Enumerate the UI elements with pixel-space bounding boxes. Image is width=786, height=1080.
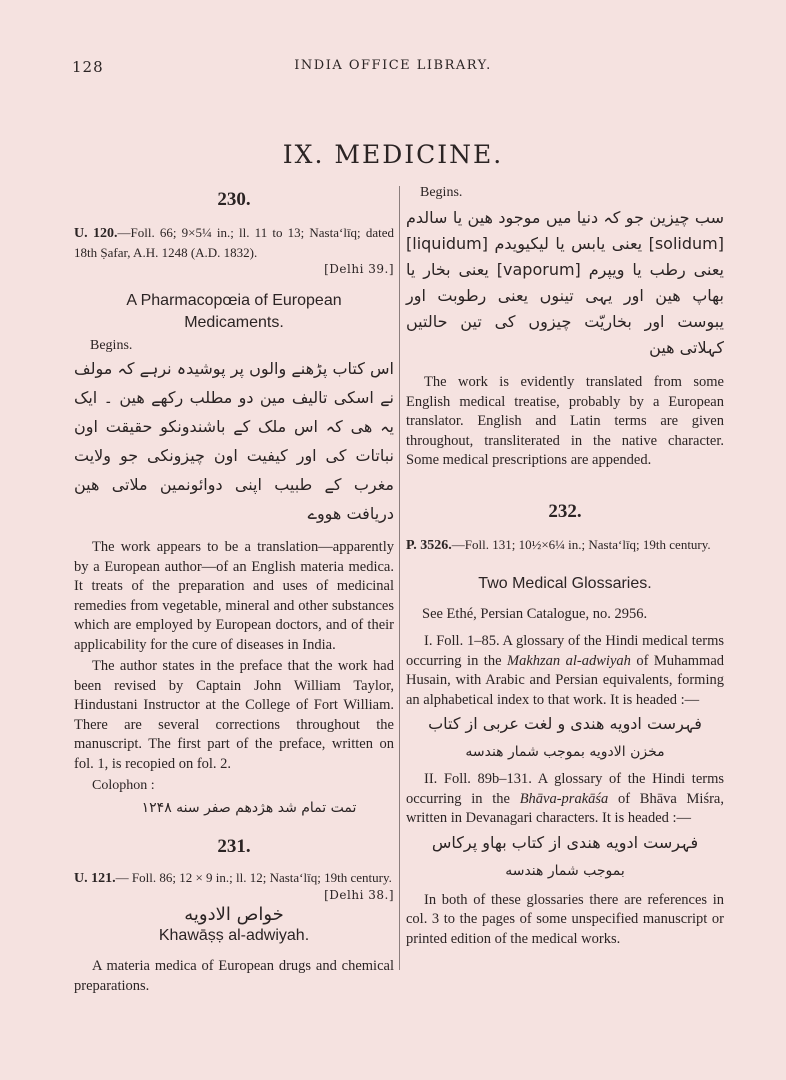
entry-230-shelfmark: U. 120. — [74, 226, 118, 241]
entry-232-description: —Foll. 131; 10½×6¼ in.; Nastaʻlīq; 19th century. — [451, 536, 711, 552]
entry-232-title: Two Medical Glossaries. — [478, 574, 652, 592]
entry-number-230: 230. — [217, 189, 251, 210]
entry-230-press-mark: [Delhi 39.] — [324, 262, 394, 276]
entry-230-begins-label: Begins. — [90, 338, 133, 353]
entry-232-closing-note: In both of these glossaries there are references in col. 3 to the pages of some unspecified manuscript or printed edition of the medical works. — [406, 891, 724, 947]
entry-230-colophon-label: Colophon : — [92, 778, 155, 793]
entry-230-shelf-description — [74, 223, 394, 262]
entry-231-description: — Foll. 86; 12 × 9 in.; ll. 12; Nastaʻlīq; 19th century. — [115, 870, 392, 885]
entry-231-urdu-incipit: سب چیزین جو کہ دنیا میں موجود ھین یا سالدم [solidum] یعنی یابس یا لیکیویدم [liquidum] یعنی رطب یا ویپرم [vaporum] یعنی بخار یا بھاپ ھین اور یہی تینوں یعنی رطوبت اور یبوست اور بخاریّت چیزوں کی تین حالتیں کہلاتی ھین — [406, 208, 724, 357]
entry-230-colophon — [74, 778, 394, 794]
entry-number-231: 231. — [217, 836, 251, 857]
entry-232-item-1-urdu-line1: فہرست ادویه هندی و لغت عربی از کتاب — [428, 714, 702, 733]
entry-232-item-1-source: Makhzan al-adwiyah — [507, 652, 631, 669]
running-title: INDIA OFFICE LIBRARY. — [294, 58, 492, 73]
right-column — [406, 185, 724, 949]
entry-230-paragraph-2: The author states in the preface that the work had been revised by Captain John William Taylor, Hindustani Instructor at the College of Fort William. There are several corrections throughout the manuscript. The first part of the preface, written on fol. 1, is recopied on fol. 2. — [74, 658, 394, 772]
entry-232-see-also: See Ethé, Persian Catalogue, no. 2956. — [422, 605, 648, 622]
entry-232-item-1 — [406, 632, 724, 710]
entry-231-press-mark: [Delhi 38.] — [324, 888, 394, 902]
entry-231-urdu-title: خواص الادویه — [184, 904, 284, 925]
entry-232-item-2-urdu-line2: بموجب شمار هندسه — [505, 862, 625, 879]
entry-232-item-1-urdu-line2: مخزن الادویه بموجب شمار هندسه — [465, 744, 665, 760]
entry-231-shelf-description — [74, 868, 394, 888]
entry-230-urdu-incipit: اس کتاب پڑھنے والوں پر پوشیدہ نرہے کہ مولف نے اسکی تالیف مین دو مطلب رکھے ھین ۔ ایک یہ ھی کہ اس ملک کے باشندونکو حقیقت اون نباتات کی اور کیفیت اون چیزونکی جو ولایت مغرب کے طبیب اپنی دوائونمین ملاتی ھین دریافت ھووے — [74, 359, 394, 523]
column-divider — [399, 186, 400, 970]
entry-230-description: —Foll. 66; 9×5¼ in.; ll. 11 to 13; Nastaʻlīq; dated 18th Ṣafar, A.H. 1248 (A.D. 1832). — [74, 225, 394, 260]
entry-231-paragraph-1: A materia medica of European drugs and chemical preparations. — [74, 958, 394, 994]
entry-230-title-line2: Medicaments. — [184, 314, 284, 331]
entry-232-item-1-post: of Muhammad Husain, with Arabic and Persian equivalents, forming an alphabetical index to that work. It is headed :— — [406, 652, 724, 708]
entry-number-232: 232. — [548, 500, 582, 522]
entry-230-paragraph-1: The work appears to be a translation—apparently by a European author—of an English materia medica. It treats of the preparation and uses of medicinal remedies from vegetable, mineral and other substances which are employed by European doctors, and of their applicability for the cure of diseases in India. — [74, 539, 394, 653]
page-number: 128 — [72, 58, 104, 76]
entry-232-item-2-post: of Bhāva Miśra, written in Devanagari characters. It is headed :— — [406, 790, 724, 826]
section-title: IX. MEDICINE. — [282, 140, 504, 169]
entry-232-item-2-pre: II. Foll. 89b–131. A glossary of the Hindi terms occurring in the — [406, 771, 724, 807]
left-column — [74, 185, 394, 996]
entry-232-item-1-pre: I. Foll. 1–85. A glossary of the Hindi medical terms occurring in the — [406, 633, 724, 669]
entry-231-begins-label: Begins. — [420, 185, 463, 200]
entry-232-shelfmark: P. 3526. — [406, 537, 452, 553]
entry-230-title-line1: A Pharmacopœia of European — [126, 292, 342, 309]
entry-232-item-2 — [406, 770, 724, 829]
entry-232-item-2-urdu-line1: فہرست ادویه هندی از کتاب بھاو پرکاس — [431, 832, 699, 852]
entry-232-item-2-source: Bhāva-prakāśa — [519, 790, 609, 807]
entry-232-shelf-description — [406, 535, 724, 555]
entry-230-colophon-text: تمت تمام شد ھژدھم صفر سنه ۱۲۴۸ — [141, 800, 357, 816]
entry-231-title: Khawāṣṣ al-adwiyah. — [158, 927, 310, 944]
entry-231-shelfmark: U. 121. — [74, 871, 116, 886]
entry-231-paragraph-2: The work is evidently translated from some English medical treatise, probably by a European translator. English and Latin terms are given throughout, transliterated in the native character. Some medical prescriptions are appended. — [406, 374, 724, 468]
